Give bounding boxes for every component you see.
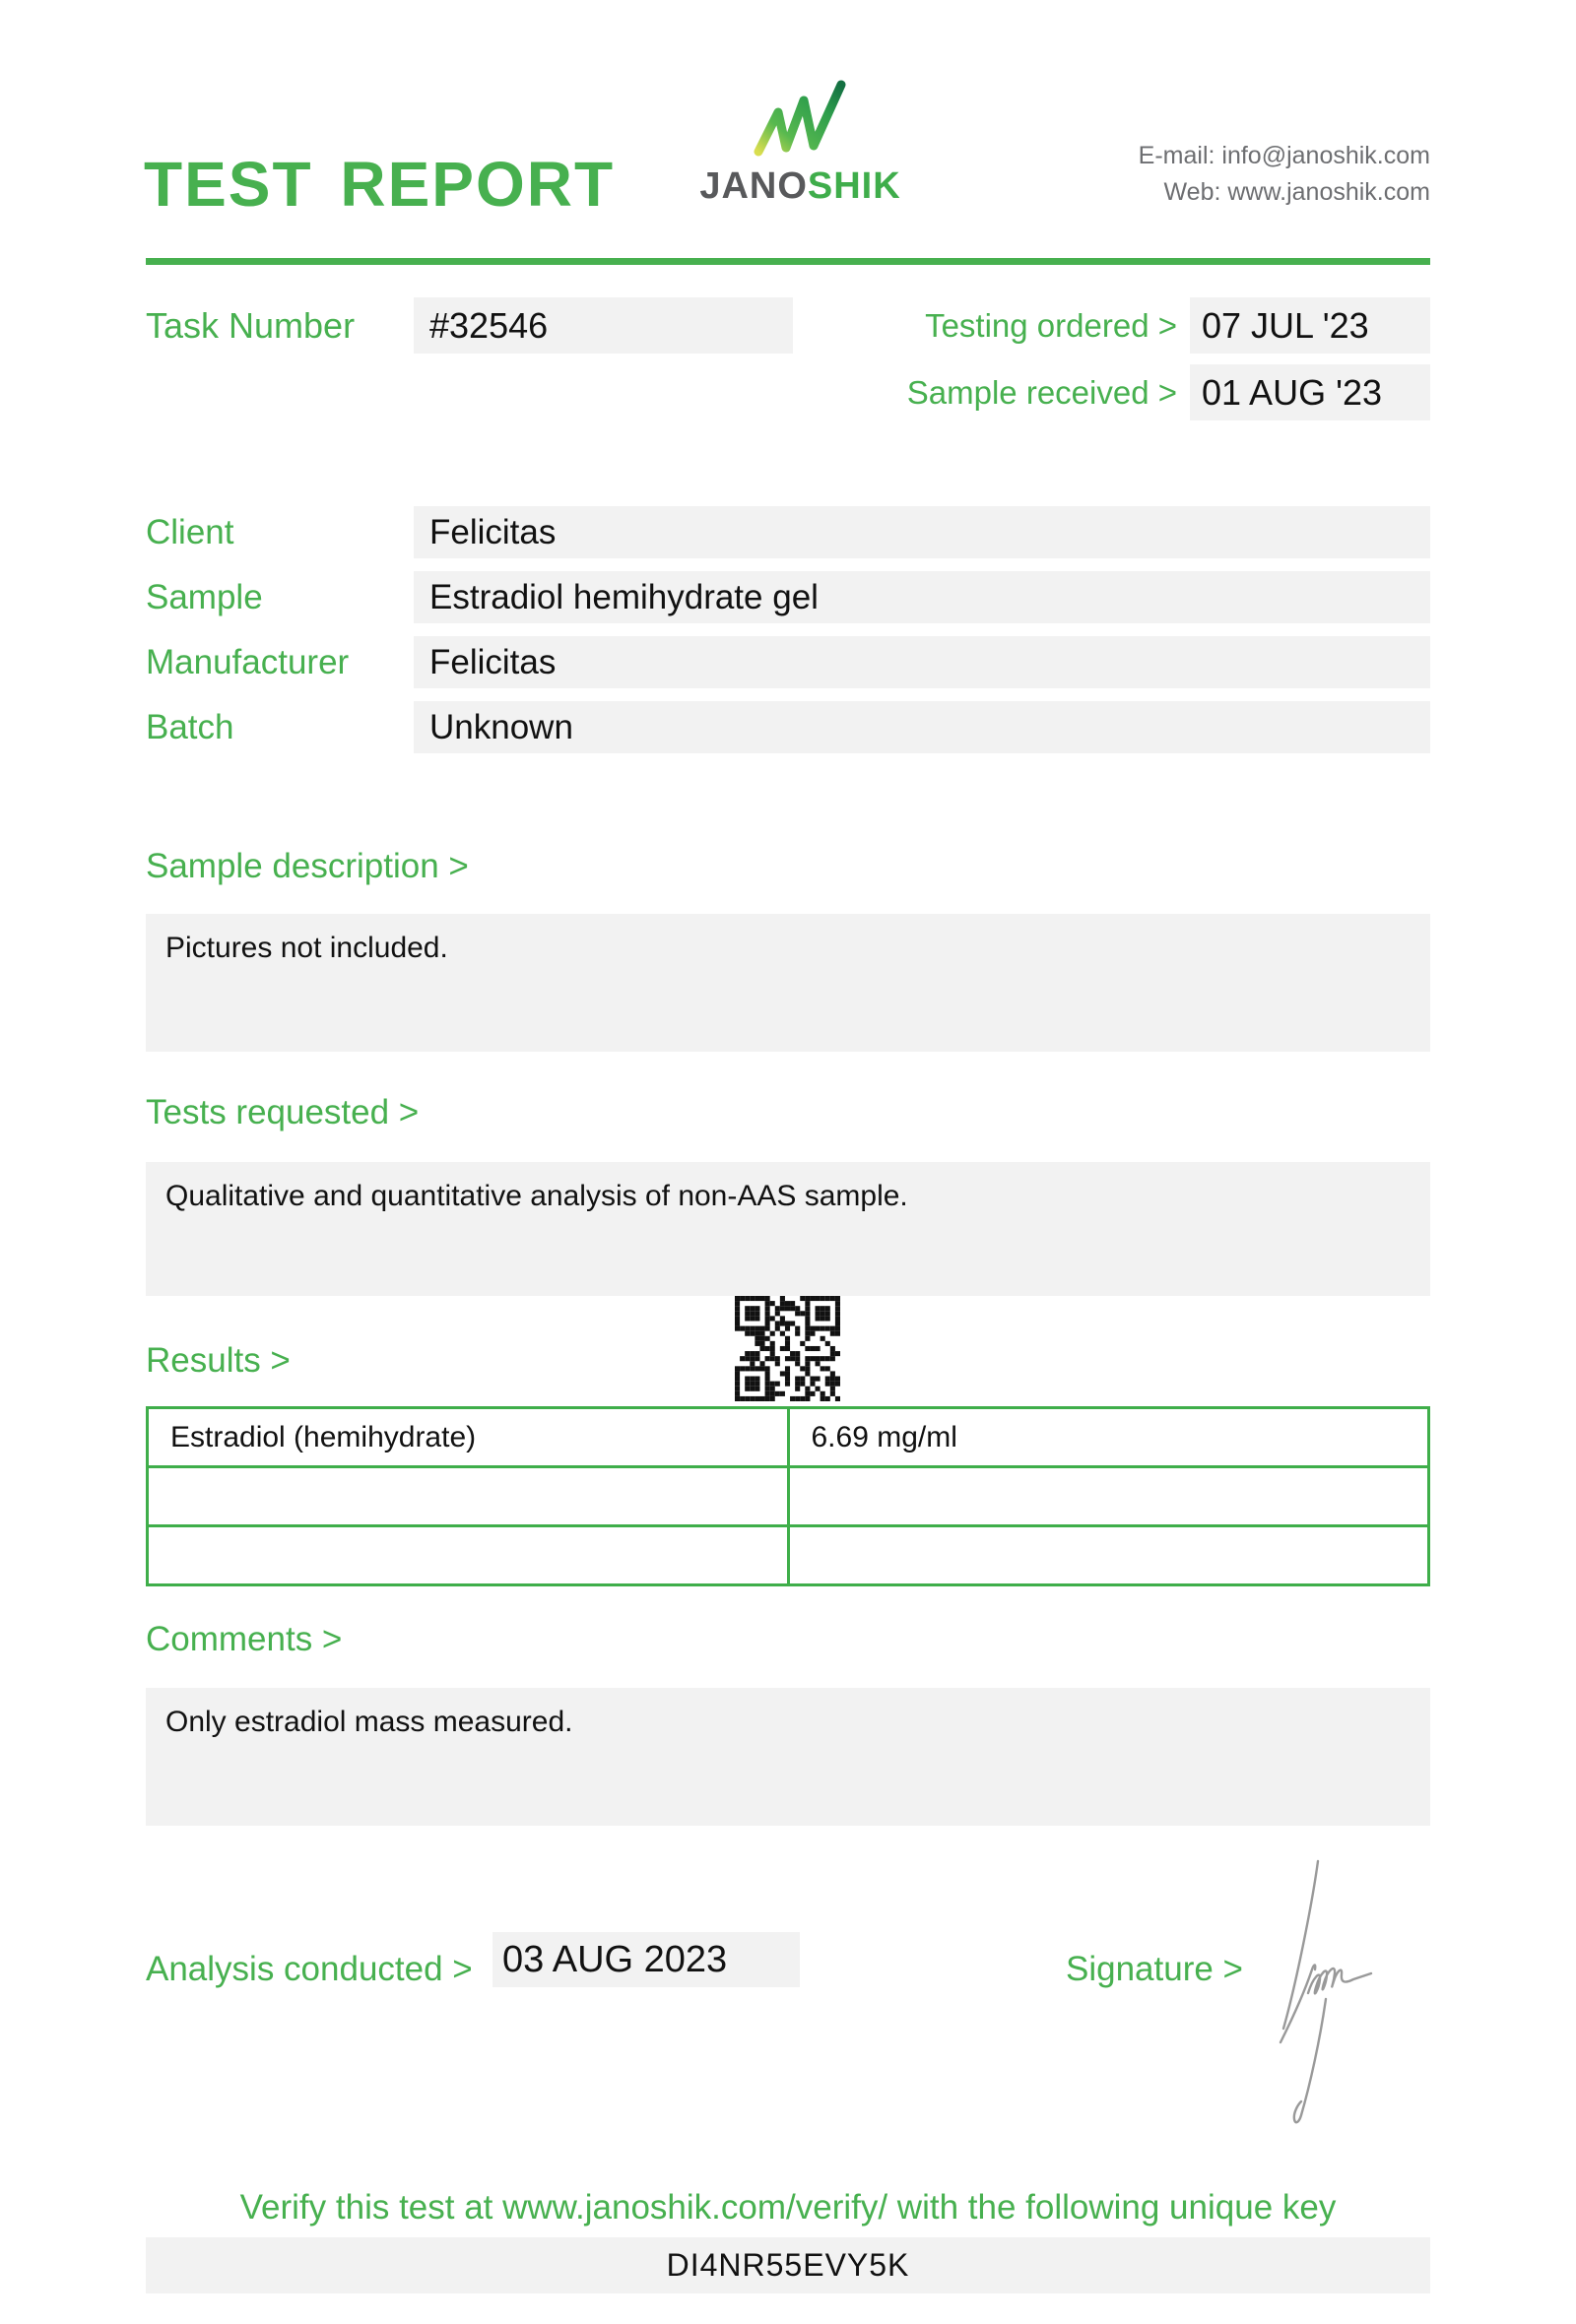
contact-web: Web: www.janoshik.com <box>1163 178 1430 206</box>
client-value: Felicitas <box>414 506 1430 558</box>
results-table-row <box>148 1467 1429 1526</box>
task-number-value: #32546 <box>414 297 793 354</box>
task-number-label: Task Number <box>146 305 356 346</box>
tests-requested-heading: Tests requested > <box>146 1093 420 1131</box>
unique-key-value: DI4NR55EVY5K <box>146 2237 1430 2293</box>
result-cell-analyte: Estradiol (hemihydrate) <box>148 1408 789 1467</box>
qr-code <box>735 1296 840 1401</box>
sample-label: Sample <box>146 578 263 616</box>
sample-value: Estradiol hemihydrate gel <box>414 571 1430 623</box>
sample-description-box: Pictures not included. <box>146 914 1430 1052</box>
header-divider <box>146 258 1430 265</box>
results-heading: Results > <box>146 1341 291 1380</box>
testing-ordered-label: Testing ordered > <box>925 307 1177 344</box>
trend-chart-icon <box>752 77 850 160</box>
sample-received-value: 01 AUG '23 <box>1190 364 1430 420</box>
tests-requested-box: Qualitative and quantitative analysis of non-AAS sample. <box>146 1162 1430 1296</box>
contact-info <box>1139 138 1430 211</box>
signature-scribble <box>1271 1853 1389 2134</box>
brand-text <box>680 165 921 208</box>
comments-box: Only estradiol mass measured. <box>146 1688 1430 1826</box>
client-label: Client <box>146 513 234 551</box>
brand-text-shik: SHIK <box>807 165 901 207</box>
signature-label: Signature > <box>1066 1950 1243 1988</box>
manufacturer-value: Felicitas <box>414 636 1430 688</box>
batch-value: Unknown <box>414 701 1430 753</box>
results-table <box>146 1406 1430 1586</box>
analysis-conducted-label: Analysis conducted > <box>146 1950 473 1988</box>
result-cell-value <box>788 1467 1429 1526</box>
results-table-row <box>148 1526 1429 1585</box>
sample-description-heading: Sample description > <box>146 847 469 885</box>
result-cell-analyte <box>148 1526 789 1585</box>
batch-label: Batch <box>146 708 234 746</box>
sample-received-label: Sample received > <box>906 374 1177 411</box>
brand-logo <box>680 77 921 208</box>
page-title: TEST REPORT <box>144 149 616 220</box>
analysis-date-value: 03 AUG 2023 <box>492 1932 800 1987</box>
contact-email: E-mail: info@janoshik.com <box>1138 142 1430 169</box>
result-cell-analyte <box>148 1467 789 1526</box>
result-cell-value: 6.69 mg/ml <box>788 1408 1429 1467</box>
result-cell-value <box>788 1526 1429 1585</box>
comments-heading: Comments > <box>146 1620 343 1658</box>
results-table-row <box>148 1408 1429 1467</box>
testing-ordered-value: 07 JUL '23 <box>1190 297 1430 354</box>
brand-text-jano: JANO <box>699 165 808 207</box>
verify-instruction: Verify this test at www.janoshik.com/verify/ with the following unique key <box>239 2188 1337 2227</box>
manufacturer-label: Manufacturer <box>146 643 350 681</box>
